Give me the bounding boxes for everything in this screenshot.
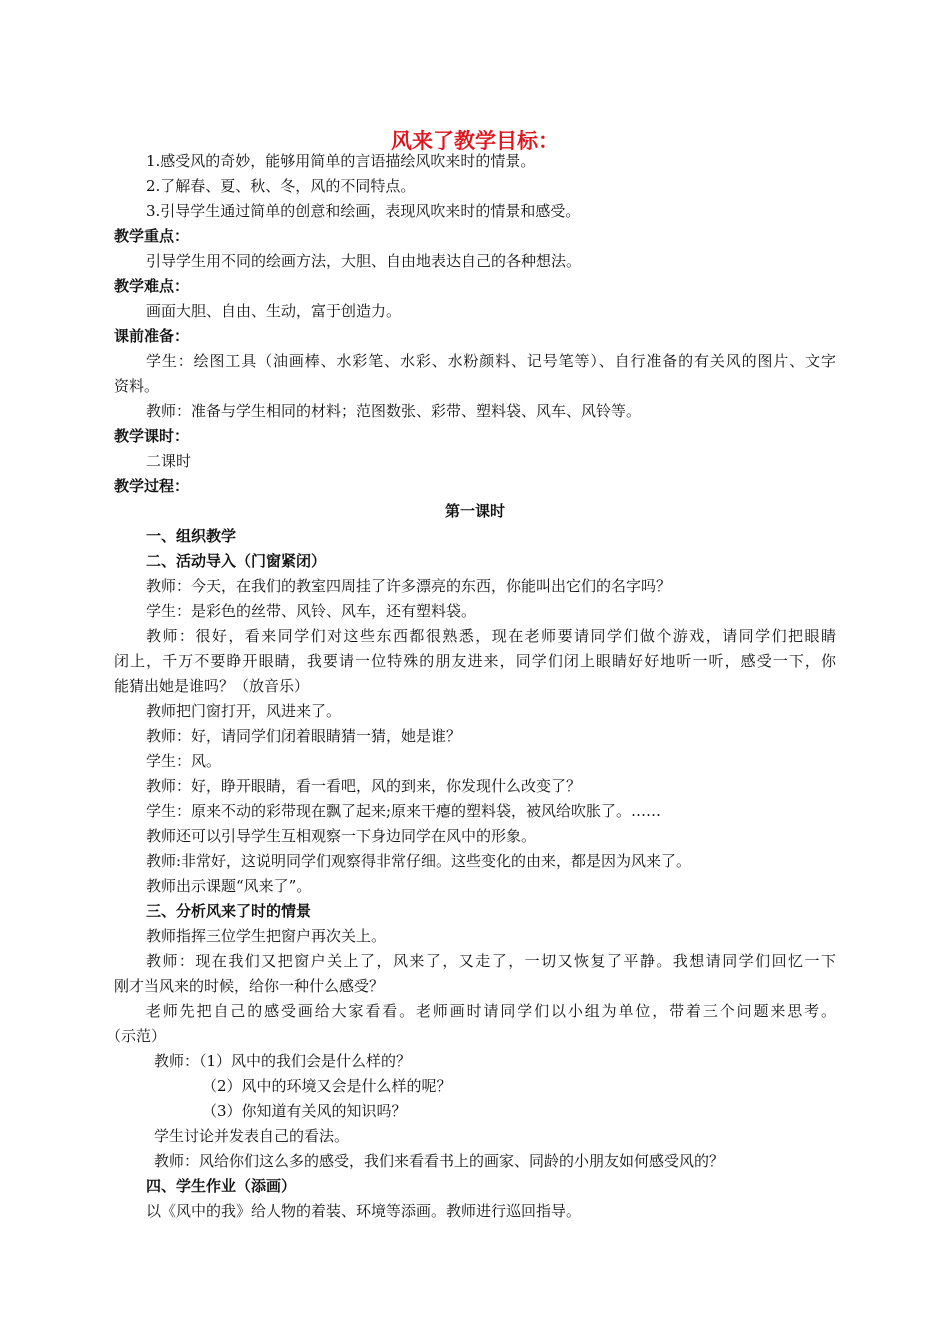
section-2-heading: 二、活动导入（门窗紧闭） [146,552,327,570]
goal-3: 3.引导学生通过简单的创意和绘画，表现风吹来时的情景和感受。 [146,202,581,220]
paragraph: 教师：今天，在我们的教室四周挂了许多漂亮的东西，你能叫出它们的名字吗？ [146,577,672,595]
paragraph: 老师先把自己的感受画给大家看看。老师画时请同学们以小组为单位，带着三个问题来思考。 [146,1002,836,1020]
paragraph: 教师出示课题“风来了”。 [146,877,312,895]
paragraph: 能猜出她是谁吗？（放音乐） [114,677,310,695]
question-1: 教师：（1）风中的我们会是什么样的？ [154,1052,412,1070]
paragraph: 教师指挥三位学生把窗户再次关上。 [146,927,387,945]
preparation-student-line2: 资料。 [114,377,160,395]
paragraph: 教师：风给你们这么多的感受，我们来看看书上的画家、同龄的小朋友如何感受风的？ [154,1152,725,1170]
hours-text: 二课时 [146,452,192,470]
paragraph: 学生：是彩色的丝带、风铃、风车，还有塑料袋。 [146,602,477,620]
process-heading: 教学过程： [114,477,190,495]
difficulties-text: 画面大胆、自由、生动，富于创造力。 [146,302,402,320]
document-title: 风来了教学目标： [391,129,559,153]
paragraph: 闭上，千万不要睁开眼睛，我要请一位特殊的朋友进来，同学们闭上眼睛好好地听一听，感受一下，你 [114,652,836,670]
paragraph: 学生：原来不动的彩带现在飘了起来;原来干瘪的塑料袋，被风给吹胀了。…… [146,802,662,820]
key-points-heading: 教学重点： [114,227,190,245]
paragraph: 教师：好，睁开眼睛，看一看吧，风的到来，你发现什么改变了？ [146,777,582,795]
hours-heading: 教学课时： [114,427,190,445]
question-2: （2）风中的环境又会是什么样的呢？ [202,1077,452,1095]
paragraph: 教师：好，请同学们闭着眼睛猜一猜，她是谁？ [146,727,462,745]
paragraph: 学生讨论并发表自己的看法。 [154,1127,350,1145]
lesson-heading: 第一课时 [444,502,505,520]
question-3: （3）你知道有关风的知识吗？ [202,1102,407,1120]
paragraph: 教师:非常好，这说明同学们观察得非常仔细。这些变化的由来，都是因为风来了。 [146,852,692,870]
paragraph: 教师：现在我们又把窗户关上了，风来了，又走了，一切又恢复了平静。我想请同学们回忆一下 [146,952,836,970]
difficulties-heading: 教学难点： [114,277,190,295]
preparation-teacher: 教师：准备与学生相同的材料；范图数张、彩带、塑料袋、风车、风铃等。 [146,402,642,420]
paragraph: 教师把门窗打开，风进来了。 [146,702,342,720]
preparation-heading: 课前准备： [114,327,190,345]
paragraph: 以《风中的我》给人物的着装、环境等添画。教师进行巡回指导。 [146,1202,582,1220]
paragraph: （示范） [106,1027,167,1045]
paragraph: 学生：风。 [146,752,222,770]
section-4-heading: 四、学生作业（添画） [146,1177,297,1195]
goal-1: 1.感受风的奇妙，能够用简单的言语描绘风吹来时的情景。 [146,152,536,170]
key-points-text: 引导学生用不同的绘画方法，大胆、自由地表达自己的各种想法。 [146,252,582,270]
paragraph: 刚才当风来的时候，给你一种什么感受？ [114,977,385,995]
section-1-heading: 一、组织教学 [146,527,237,545]
paragraph: 教师还可以引导学生互相观察一下身边同学在风中的形象。 [146,827,537,845]
goal-2: 2.了解春、夏、秋、冬，风的不同特点。 [146,177,416,195]
preparation-student-line1: 学生：绘图工具（油画棒、水彩笔、水彩、水粉颜料、记号笔等）、自行准备的有关风的图片、文字 [146,352,836,370]
paragraph: 教师：很好，看来同学们对这些东西都很熟悉，现在老师要请同学们做个游戏，请同学们把眼睛 [146,627,836,645]
section-3-heading: 三、分析风来了时的情景 [146,902,312,920]
